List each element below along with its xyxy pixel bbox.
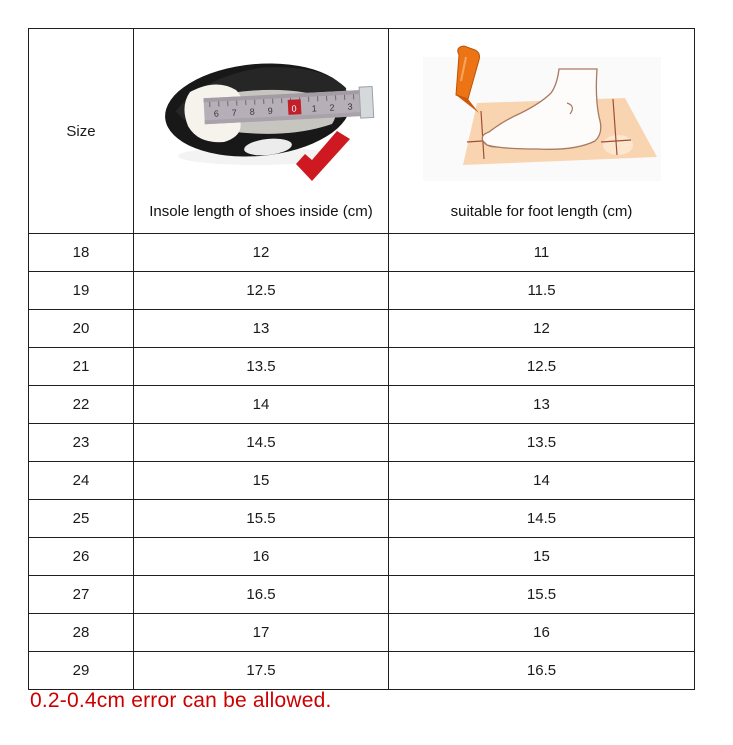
table-row [29,348,695,386]
table-row [29,272,695,310]
foot-measure-image [417,41,667,191]
tape-number: 7 [231,107,238,118]
size-cell: 21 [29,348,134,386]
foot-measure-image-wrap [389,29,694,203]
foot-cell: 12.5 [389,348,695,386]
foot-cell: 11.5 [389,272,695,310]
foot-header-label: suitable for foot length (cm) [450,203,633,220]
foot-header-cell [389,29,695,234]
insole-cell: 13.5 [134,348,389,386]
size-cell: 18 [29,234,134,272]
table-row [29,614,695,652]
size-cell: 28 [29,614,134,652]
table-row [29,462,695,500]
insole-cell: 12.5 [134,272,389,310]
foot-cell: 13 [389,386,695,424]
tape-number: 3 [347,101,353,112]
foot-cell: 14 [389,462,695,500]
shoe-measure-image [146,44,376,189]
size-cell: 22 [29,386,134,424]
insole-header-label: Insole length of shoes inside (cm) [149,203,373,220]
size-cell: 25 [29,500,134,538]
foot-cell: 16 [389,614,695,652]
insole-cell: 15.5 [134,500,389,538]
tape-number: 9 [267,105,273,116]
table-row [29,234,695,272]
foot-header-content [389,29,694,233]
size-header-cell [29,29,134,234]
insole-cell: 15 [134,462,389,500]
foot-cell: 15 [389,538,695,576]
table-row [29,576,695,614]
insole-header-cell [134,29,389,234]
tape-number: 2 [329,101,335,113]
insole-cell: 16.5 [134,576,389,614]
tape-clip [359,86,374,118]
size-cell: 23 [29,424,134,462]
size-cell: 29 [29,652,134,690]
foot-cell: 12 [389,310,695,348]
shoe-measure-image-wrap [134,29,388,203]
tape-number: 6 [213,108,220,119]
size-cell: 24 [29,462,134,500]
table-row [29,386,695,424]
size-header-label: Size [66,122,96,140]
insole-cell: 16 [134,538,389,576]
foot-cell: 14.5 [389,500,695,538]
size-chart-table [28,28,695,690]
table-row [29,424,695,462]
insole-cell: 17.5 [134,652,389,690]
size-cell: 26 [29,538,134,576]
size-cell: 27 [29,576,134,614]
insole-header-content [134,29,388,233]
tape-number-red: 0 [291,102,297,114]
size-cell: 19 [29,272,134,310]
insole-cell: 14 [134,386,389,424]
table-row [29,500,695,538]
insole-cell: 14.5 [134,424,389,462]
foot-cell: 16.5 [389,652,695,690]
header-row [29,29,695,234]
tolerance-note: 0.2-0.4cm error can be allowed. [30,689,332,712]
insole-cell: 17 [134,614,389,652]
table-row [29,310,695,348]
insole-cell: 12 [134,234,389,272]
insole-cell: 13 [134,310,389,348]
table-row [29,538,695,576]
tape-number: 1 [311,102,317,114]
foot-cell: 11 [389,234,695,272]
foot-cell: 13.5 [389,424,695,462]
paper-watermark [603,135,633,155]
foot-cell: 15.5 [389,576,695,614]
size-chart-table-wrap [28,28,695,690]
table-row [29,652,695,690]
tape-number: 8 [249,106,256,117]
size-cell: 20 [29,310,134,348]
